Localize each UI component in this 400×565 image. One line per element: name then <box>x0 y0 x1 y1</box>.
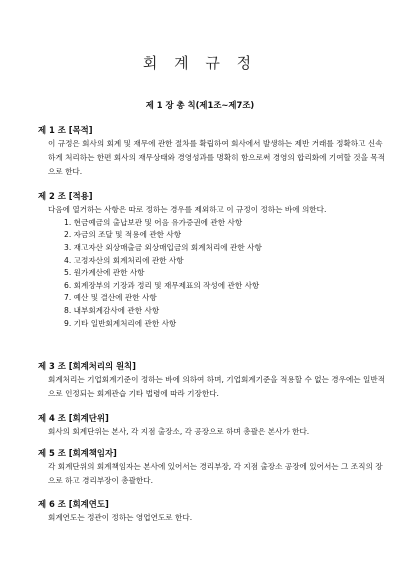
article-title: [회계처리의 원칙] <box>68 361 136 371</box>
article-heading <box>38 498 388 510</box>
article-body <box>38 137 388 178</box>
article-6 <box>38 498 388 525</box>
article-text: 다음에 열거하는 사항은 따로 정하는 경우를 제외하고 이 규정이 정하는 바에 의한다. <box>48 205 327 214</box>
article-number: 제 1 조 <box>38 125 66 135</box>
item-list <box>38 217 388 330</box>
article-text: 회계처리는 기업회계기준이 정하는 바에 의하여 하며, 기업회계기준을 적용할 수 없는 경우에는 일반적으로 인정되는 회계관습 기타 법령에 따라 기장한다. <box>48 375 386 398</box>
article-body <box>38 511 388 525</box>
article-title: [적용] <box>68 191 93 201</box>
chapter-heading: 제 1 장 총 칙(제1조~제7조) <box>145 100 255 110</box>
article-title: [목적] <box>68 125 93 135</box>
list-item: 9. 기타 일반회계처리에 관한 사항 <box>64 318 177 328</box>
article-heading <box>38 124 388 136</box>
article-body <box>38 460 388 488</box>
list-item: 1. 현금예금의 출납보관 및 어음 유가증권에 관한 사항 <box>64 217 243 227</box>
article-title: [회계책임자] <box>68 448 117 458</box>
article-2 <box>38 190 388 330</box>
list-item: 8. 내부회계감사에 관한 사항 <box>64 305 160 315</box>
article-text: 회사의 회계단위는 본사, 각 지점 출장소, 각 공장으로 하며 총괄은 본사가 한다. <box>48 427 310 436</box>
list-item: 4. 고정자산의 회계처리에 관한 사항 <box>64 255 184 265</box>
list-item: 5. 원가계산에 관한 사항 <box>64 268 145 278</box>
article-body <box>38 425 388 439</box>
article-number: 제 3 조 <box>38 361 66 371</box>
article-heading <box>38 360 388 372</box>
article-4 <box>38 412 388 439</box>
list-item: 6. 회계장부의 기장과 정리 및 재무제표의 작성에 관한 사항 <box>64 280 260 290</box>
list-item: 7. 예산 및 결산에 관한 사항 <box>64 293 157 303</box>
article-title: [회계단위] <box>68 413 109 423</box>
article-3 <box>38 360 388 401</box>
article-body <box>38 373 388 401</box>
document-title: 회 계 규 정 <box>142 54 258 72</box>
article-5 <box>38 447 388 488</box>
article-number: 제 6 조 <box>38 499 66 509</box>
article-1 <box>38 124 388 178</box>
article-text: 이 규정은 회사의 회계 및 재무에 관한 절차를 확립하여 회사에서 발생하는 제반 거래를 정확하고 신속하게 처리하는 한편 회사의 재무상태와 경영성과를 명확히 함으로써 경영의 합리화에 기여할 것을 목적으로 한다. <box>48 139 386 176</box>
article-body <box>38 203 388 217</box>
article-number: 제 4 조 <box>38 413 66 423</box>
list-item: 2. 자금의 조달 및 적용에 관한 사항 <box>64 230 182 240</box>
list-item: 3. 재고자산 외상매출금 외상매입금의 회계처리에 관한 사항 <box>64 242 262 252</box>
article-heading <box>38 447 388 459</box>
article-number: 제 5 조 <box>38 448 66 458</box>
article-heading <box>38 412 388 424</box>
article-text: 회계연도는 정관이 정하는 영업연도로 한다. <box>48 513 193 522</box>
article-title: [회계연도] <box>68 499 109 509</box>
article-number: 제 2 조 <box>38 191 66 201</box>
article-heading <box>38 190 388 202</box>
article-text: 각 회계단위의 회계책임자는 본사에 있어서는 경리부장, 각 지점 출장소 공장에 있어서는 그 조직의 장으로 하고 경리부장이 총괄한다. <box>48 462 383 485</box>
